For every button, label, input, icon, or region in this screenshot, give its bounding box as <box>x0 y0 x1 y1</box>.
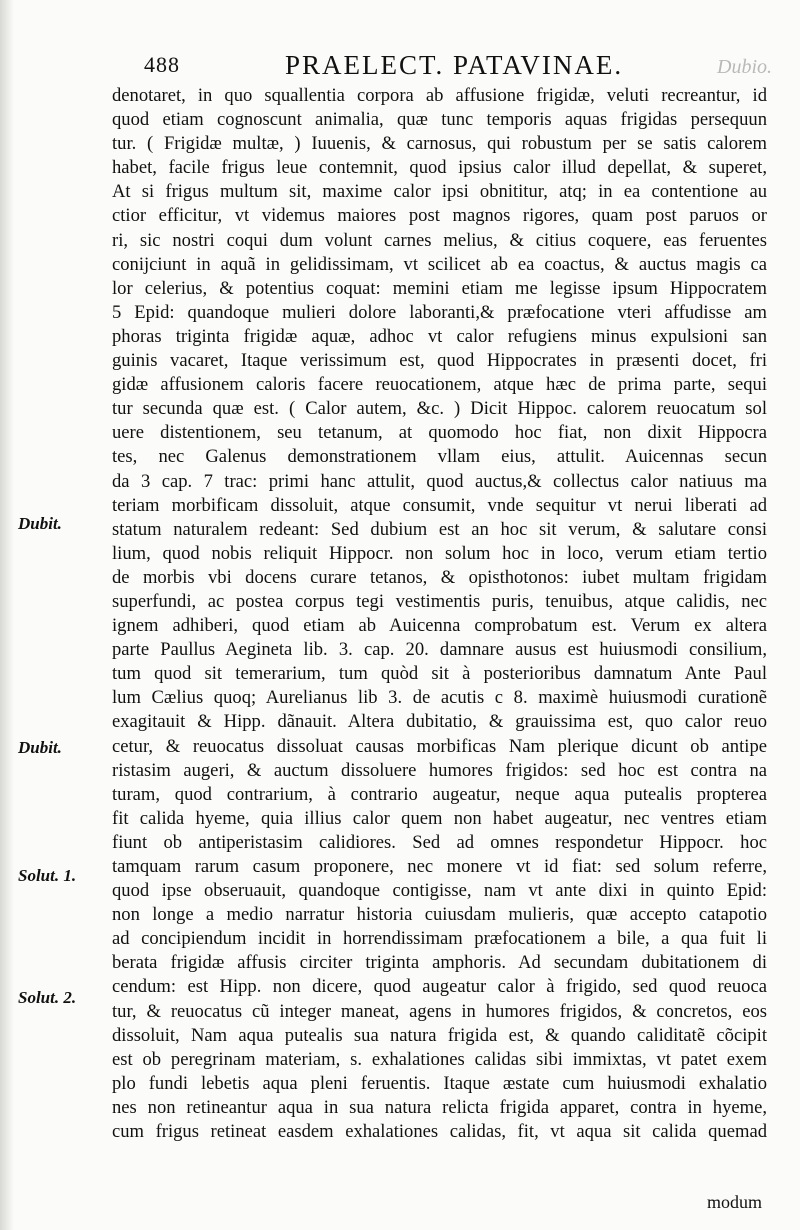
text-line: dissoluit, Nam aqua putealis sua natura frigida est, & quando caliditatẽ cõcipit <box>112 1024 767 1046</box>
text-line: At si frigus multum sit, maxime calor ipsi obnititur, atq; in ea contentione au <box>112 181 767 203</box>
text-line: plo fundi lebetis aqua pleni feruentis. Itaque æstate cum huiusmodi exhalatio <box>112 1072 767 1094</box>
text-line: denotaret, in quo squallentia corpora ab affusione frigidæ, veluti recreantur, id <box>112 85 767 106</box>
text-line: de morbis vbi docens curare tetanos, & opisthotonos: iubet multam frigidam <box>112 566 767 588</box>
text-line: nes non retineantur aqua in sua natura relicta frigida apparet, contra in hyeme, <box>112 1096 767 1118</box>
text-line: superfundi, ac postea corpus tegi vestimentis puris, tenuibus, atque calidis, nec <box>112 590 767 612</box>
margin-note-dubit-2: Dubit. <box>18 738 62 757</box>
text-line: phoras triginta frigidæ aquæ, adhoc vt calor refugiens minus expulsioni san <box>112 325 767 347</box>
text-line: da 3 cap. 7 trac: primi hanc attulit, quod auctus,& collectus calor natiuus ma <box>112 470 767 492</box>
text-line: fiunt ob antiperistasim calidiores. Sed ad omnes respondetur Hippocr. hoc <box>112 831 767 853</box>
text-line: est ob peregrinam materiam, s. exhalationes calidas sibi immixtas, vt patet exem <box>112 1048 767 1070</box>
margin-note-solut-2: Solut. 2. <box>18 988 77 1007</box>
text-line: uere distentionem, seu tetanum, at quomodo hoc fiat, non dixit Hippocra <box>112 422 767 444</box>
bleed-through-text: Dubio. <box>717 56 772 78</box>
text-line: berata frigidæ affusis circiter triginta amphoris. Ad secundam dubitationem di <box>112 952 767 974</box>
body-text <box>112 84 767 1144</box>
text-line: non longe a medio narratur historia cuiusdam mulieris, quæ accepto catapotio <box>112 904 767 926</box>
catchword: modum <box>706 1192 762 1212</box>
text-line: ignem adhiberi, quod etiam ab Auicenna comprobatum est. Verum ex altera <box>112 615 767 637</box>
text-line: habet, facile frigus leue contemnit, quod ipsius calor illud depellat, & superet, <box>112 157 767 179</box>
text-line: exagitauit & Hipp. dãnauit. Altera dubitatio, & grauissima est, quo calor reuo <box>112 711 767 733</box>
text-line: quod etiam cognoscunt animalia, quæ tunc temporis aquas frigidas persequun <box>112 109 767 131</box>
text-line: quod ipse obseruauit, quandoque contigisse, nam vt ante dixi in quinto Epid: <box>112 880 767 902</box>
text-line: ristasim augeri, & auctum dissoluere humores frigidos: sed hoc est contra na <box>112 759 767 781</box>
text-line: fit calida hyeme, quia illius calor quem non habet augeatur, nec ventres etiam <box>112 807 767 829</box>
text-line: lor celerius, & potentius coquat: memini etiam me legisse ipsum Hippocratem <box>112 277 767 299</box>
text-line: gidæ affusionem caloris facere reuocationem, atque hæc de prima parte, sequi <box>112 374 767 396</box>
text-line: parte Paullus Aegineta lib. 3. cap. 20. damnare ausus est huiusmodi consilium, <box>112 639 767 661</box>
text-line: ctior efficitur, vt videmus maiores post magnos rigores, quam post paruos or <box>112 205 767 227</box>
text-line: tamquam rarum casum proponere, nec monere vt id fiat: sed solum referre, <box>112 856 767 877</box>
text-line: teriam morbificam dissoluit, atque consumit, vnde sequitur vt nerui liberati ad <box>112 494 767 516</box>
margin-note-solut-1: Solut. 1. <box>18 866 77 885</box>
text-line: cendum: est Hipp. non dicere, quod augeatur calor à frigido, sed quod reuoca <box>112 976 767 998</box>
text-line: ri, sic nostri coqui dum volunt carnes melius, & citius coquere, eas feruentes <box>112 229 767 251</box>
text-line: tur secunda quæ est. ( Calor autem, &c. ) Dicit Hippoc. calorem reuocatum sol <box>112 398 767 420</box>
text-line: ad concipiendum incidit in horrendissimam præfocationem a bile, a qua fuit li <box>112 928 767 950</box>
text-line: tur. ( Frigidæ multæ, ) Iuuenis, & carnosus, qui robustum per se satis calorem <box>112 133 767 155</box>
text-line: lium, quod nobis reliquit Hippocr. non solum hoc in loco, verum etiam tertio <box>112 542 767 564</box>
text-line: lum Cælius quoq; Aurelianus lib 3. de acutis c 8. maximè huiusmodi curationẽ <box>112 687 767 709</box>
text-line: tum quod sit temerarium, tum quòd sit à posterioribus damnatum Ante Paul <box>112 663 767 685</box>
text-line: statum naturalem redeant: Sed dubium est an hoc sit verum, & salutare consi <box>112 518 767 540</box>
binding-shadow <box>0 0 14 1230</box>
text-line: cum frigus retineat easdem exhalationes calidas, fit, vt aqua sit calida quemad <box>112 1121 767 1143</box>
text-line: tes, nec Galenus demonstrationem vllam eius, attulit. Auicennas secun <box>112 446 767 468</box>
text-line: 5 Epid: quandoque mulieri dolore laboranti,& præfocatione vteri affudisse am <box>112 301 767 323</box>
text-line: conijciunt in aquã in gelidissimam, vt scilicet ab ea coactus, & auctus magis ca <box>112 253 767 275</box>
margin-note-dubit-1: Dubit. <box>18 514 62 533</box>
text-line: turam, quod contrarium, à contrario augeatur, neque aqua putealis propterea <box>112 783 767 805</box>
page-number: 488 <box>144 52 180 77</box>
text-line: tur, & reuocatus cũ integer maneat, agens in humores frigidos, & concretos, eos <box>112 1000 767 1022</box>
text-line: guinis vacaret, Itaque verissimum est, quod Hippocrates in præsenti docet, fri <box>112 350 767 372</box>
running-title: PRAELECT. PATAVINAE. <box>285 50 624 80</box>
text-line: cetur, & reuocatus dissoluat causas morbificas Nam plerique dicunt ob antipe <box>112 735 767 757</box>
